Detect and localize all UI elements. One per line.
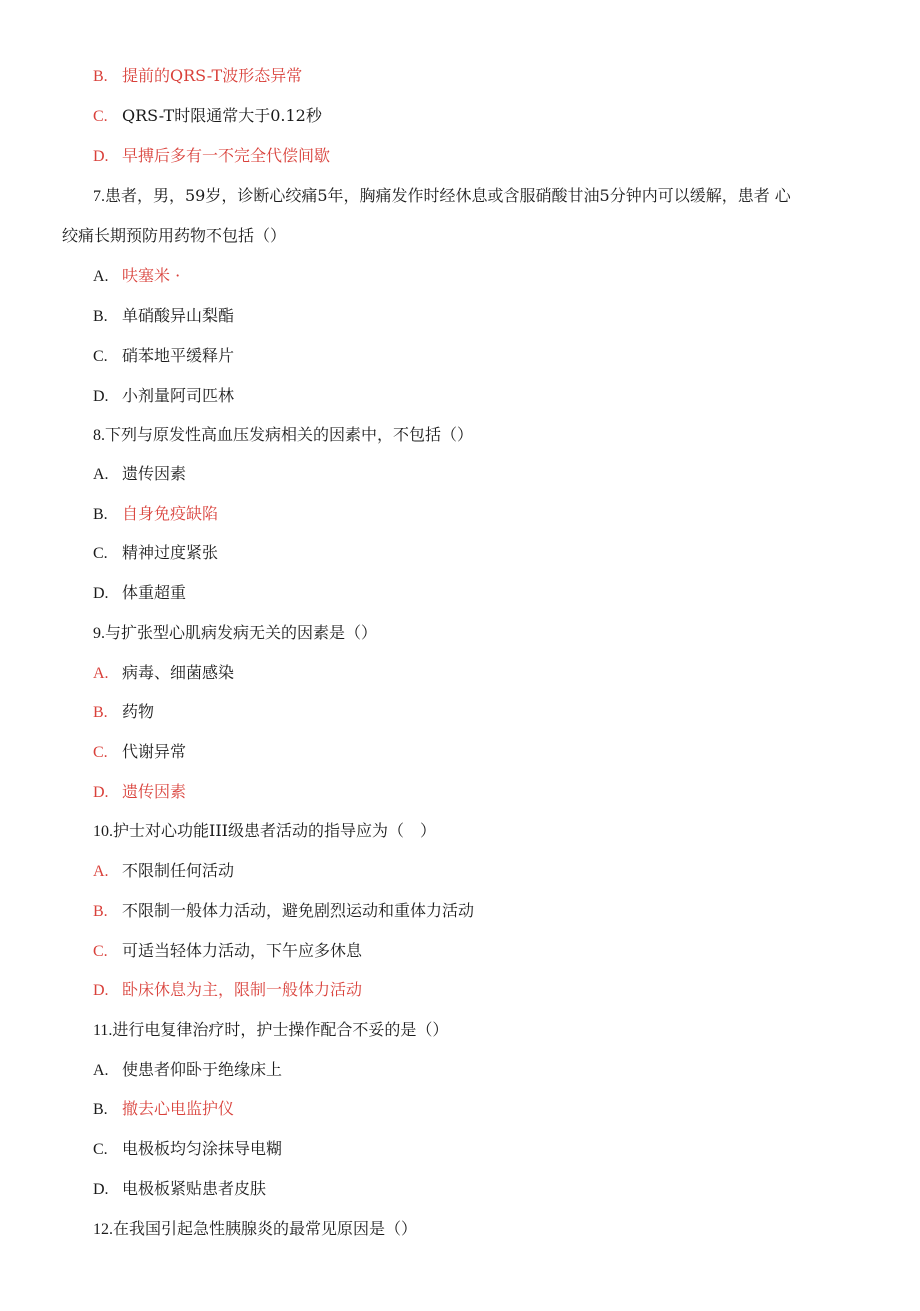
question-text: 与扩张型心肌病发病无关的因素是（） [105, 623, 378, 642]
option-text: 小剂量阿司匹林 [122, 386, 235, 405]
option-text: 早搏后多有一不完全代偿间歇 [122, 146, 331, 165]
option-line [93, 979, 362, 1001]
option-line [93, 1138, 282, 1160]
question-text-continued: 绞痛长期预防用药物不包括（） [62, 226, 287, 245]
option-text: 提前的QRS-T波形态异常 [122, 66, 303, 85]
question-number: 9. [93, 625, 105, 642]
option-text: 不限制一般体力活动，避免剧烈运动和重体力活动 [122, 901, 475, 920]
option-line [93, 781, 186, 803]
option-letter: A. [93, 863, 109, 880]
option-text: 电极板紧贴患者皮肤 [122, 1179, 267, 1198]
option-line [93, 1178, 266, 1200]
option-line [93, 65, 302, 87]
option-letter: B. [93, 68, 108, 85]
option-line [93, 860, 234, 882]
option-line [93, 662, 234, 684]
option-text: 自身免疫缺陷 [122, 504, 219, 523]
option-letter: B. [93, 704, 108, 721]
option-letter: B. [93, 1101, 108, 1118]
option-line [93, 345, 234, 367]
option-line [93, 542, 218, 564]
question-number: 11. [93, 1022, 113, 1039]
option-text: 撤去心电监护仪 [122, 1099, 235, 1118]
option-line [93, 1098, 234, 1120]
question-line [93, 820, 436, 842]
option-text: 电极板均匀涂抹导电糊 [122, 1139, 283, 1158]
option-text: 病毒、细菌感染 [122, 663, 235, 682]
option-line [93, 1059, 282, 1081]
option-letter: A. [93, 665, 109, 682]
option-text: 代谢异常 [122, 742, 187, 761]
option-letter: D. [93, 148, 109, 165]
option-line [93, 741, 186, 763]
option-letter: A. [93, 268, 109, 285]
option-letter: C. [93, 108, 108, 125]
option-text: 呋塞米 · [122, 266, 181, 285]
question-line [93, 622, 377, 644]
option-letter: A. [93, 466, 109, 483]
option-text: 药物 [122, 702, 155, 721]
question-text: 护士对心功能III级患者活动的指导应为（ ） [113, 821, 436, 840]
option-line [93, 265, 180, 287]
question-line [93, 424, 473, 446]
option-line [93, 503, 218, 525]
option-line [93, 582, 186, 604]
question-number: 12. [93, 1221, 113, 1238]
question-line [93, 1218, 417, 1240]
option-letter: B. [93, 903, 108, 920]
option-text: QRS-T时限通常大于0.12秒 [122, 106, 322, 125]
option-text: 卧床休息为主，限制一般体力活动 [122, 980, 363, 999]
option-letter: C. [93, 545, 108, 562]
option-letter: B. [93, 308, 108, 325]
question-text: 进行电复律治疗时，护士操作配合不妥的是（） [112, 1020, 449, 1039]
option-text: 体重超重 [122, 583, 187, 602]
option-text: 使患者仰卧于绝缘床上 [122, 1060, 283, 1079]
option-line [93, 940, 362, 962]
option-text: 遗传因素 [122, 464, 187, 483]
option-letter: D. [93, 585, 109, 602]
question-text: 患者，男，59岁，诊断心绞痛5年，胸痛发作时经休息或含服硝酸甘油5分钟内可以缓解，患者 心 [105, 186, 791, 205]
option-line [93, 385, 234, 407]
option-line [93, 145, 330, 167]
question-number: 8. [93, 427, 105, 444]
option-text: 可适当轻体力活动，下午应多休息 [122, 941, 363, 960]
option-letter: B. [93, 506, 108, 523]
option-line [93, 305, 234, 327]
option-letter: C. [93, 943, 108, 960]
question-continuation [62, 225, 286, 247]
option-text: 遗传因素 [122, 782, 187, 801]
question-number: 7. [93, 188, 105, 205]
option-letter: D. [93, 1181, 109, 1198]
option-text: 精神过度紧张 [122, 543, 219, 562]
option-line [93, 463, 186, 485]
question-line [93, 185, 791, 207]
option-letter: C. [93, 744, 108, 761]
option-letter: A. [93, 1062, 109, 1079]
option-line [93, 105, 322, 127]
option-text: 硝苯地平缓释片 [122, 346, 235, 365]
option-letter: D. [93, 784, 109, 801]
option-line [93, 900, 474, 922]
question-number: 10. [93, 823, 113, 840]
option-text: 不限制任何活动 [122, 861, 235, 880]
option-letter: D. [93, 388, 109, 405]
option-text: 单硝酸异山梨酯 [122, 306, 235, 325]
question-text: 在我国引起急性胰腺炎的最常见原因是（） [113, 1219, 418, 1238]
question-line [93, 1019, 448, 1041]
option-letter: C. [93, 1141, 108, 1158]
option-letter: C. [93, 348, 108, 365]
question-text: 下列与原发性高血压发病相关的因素中，不包括（） [105, 425, 474, 444]
option-letter: D. [93, 982, 109, 999]
option-line [93, 701, 154, 723]
